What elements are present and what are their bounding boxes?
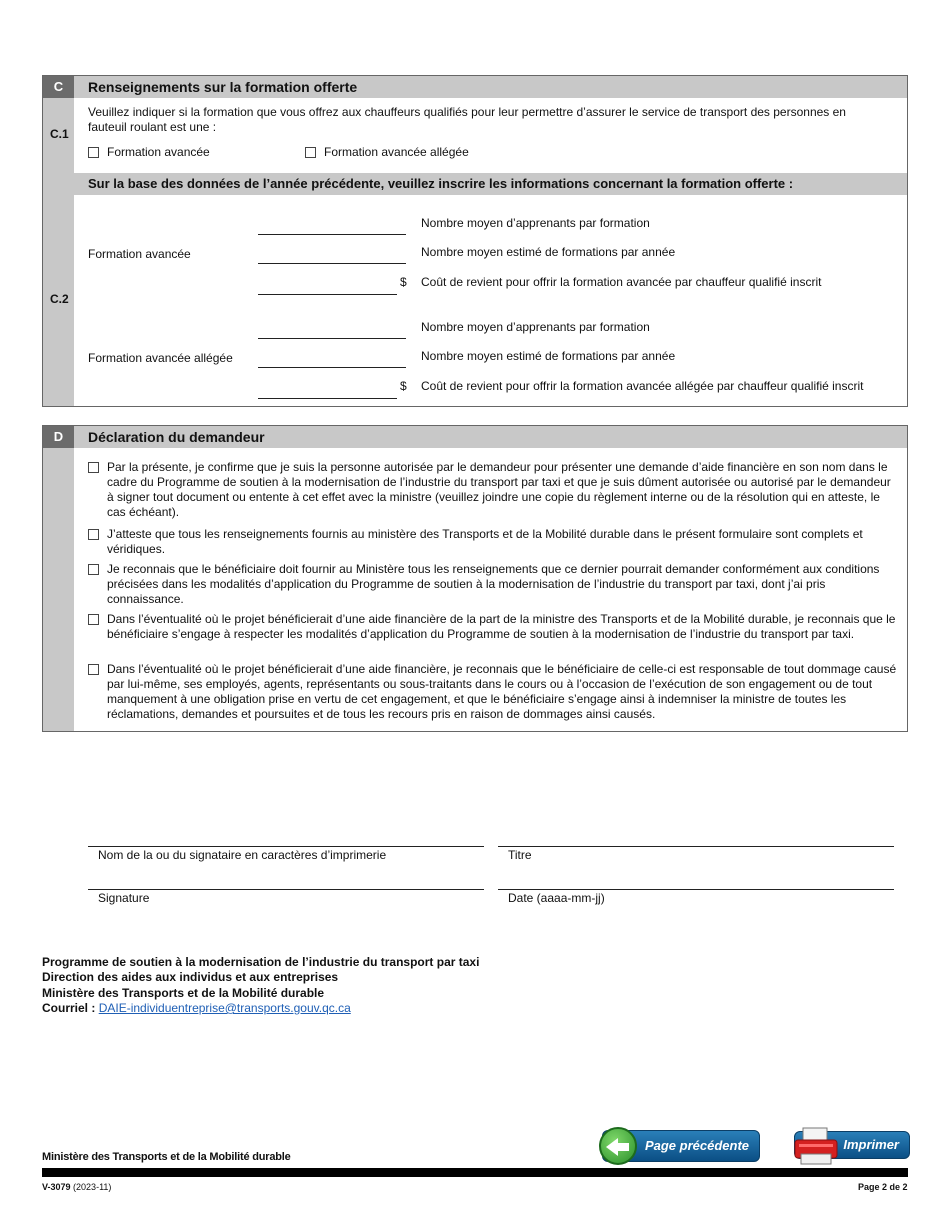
c1-option2-label: Formation avancée allégée — [324, 145, 469, 159]
contact-ministry: Ministère des Transports et de la Mobilité durable — [42, 986, 325, 1000]
date-field[interactable] — [498, 889, 894, 890]
c2-g1-currency: $ — [400, 275, 407, 289]
c2-header: Sur la base des données de l’année précédente, veuillez inscrire les informations concernant la formation offerte : — [74, 173, 907, 195]
contact-email-row — [42, 1001, 351, 1015]
date-label: Date (aaaa-mm-jj) — [508, 891, 605, 905]
declaration-checkbox-4[interactable] — [88, 614, 99, 625]
signatory-name-field[interactable] — [88, 846, 484, 847]
section-c-letter: C — [43, 76, 74, 98]
section-d-sidebar — [43, 448, 74, 731]
declaration-text-2: J’atteste que tous les renseignements fournis au ministère des Transports et de la Mobilité durable dans le présent formulaire sont complets et véridiques. — [107, 527, 863, 556]
contact-direction: Direction des aides aux individus et aux entreprises — [42, 970, 339, 984]
c2-g1-cout-field[interactable] — [258, 294, 397, 295]
declaration-checkbox-1[interactable] — [88, 462, 99, 473]
signature-field[interactable] — [88, 889, 484, 890]
c2-group2-name: Formation avancée allégée — [88, 351, 233, 365]
signature-label: Signature — [98, 891, 150, 905]
contact-email-label: Courriel : — [42, 1001, 96, 1015]
c2-g2-cout-field[interactable] — [258, 398, 397, 399]
previous-page-button[interactable] — [602, 1130, 760, 1162]
declaration-checkbox-5[interactable] — [88, 664, 99, 675]
title-label: Titre — [508, 848, 532, 862]
print-label: Imprimer — [843, 1137, 899, 1152]
c1-option1-label: Formation avancée — [107, 145, 210, 159]
c2-g2-currency: $ — [400, 379, 407, 393]
contact-email-link[interactable]: DAIE-individuentreprise@transports.gouv.qc.ca — [98, 1001, 351, 1015]
c2-g1-apprenants-field[interactable] — [258, 234, 406, 235]
c1-question: Veuillez indiquer si la formation que vous offrez aux chauffeurs qualifiés pour leur permettre d’assurer le service de transport des personnes en fauteuil roulant est une : — [88, 105, 846, 134]
footer-ministry: Ministère des Transports et de la Mobilité durable — [42, 1151, 291, 1163]
printer-icon — [793, 1126, 839, 1166]
title-field[interactable] — [498, 846, 894, 847]
c2-g2-row2-label: Nombre moyen estimé de formations par année — [421, 349, 676, 363]
declaration-text-5: Dans l’éventualité où le projet bénéficierait d’une aide financière, je reconnais que le bénéficiaire de celle-ci est responsable de tout dommage causé par lui-même, ses employés, agents, représentants ou sous-traitants dans le cours ou à l’occasion de l’exécution de son engagement ou de tout manquement à une obligation prise en vertu de cet engagement, et que le bénéficiaire s’engage ainsi à indemniser la ministre de toutes les réclamations, demandes et poursuites et de tous les recours pris en raison de dommages ainsi causés. — [107, 662, 897, 721]
previous-page-label: Page précédente — [644, 1138, 749, 1153]
c2-label: C.2 — [50, 292, 69, 306]
declaration-text-4: Dans l’éventualité où le projet bénéficierait d’une aide financière de la part de la ministre des Transports et de la Mobilité durable, je reconnais que le bénéficiaire s’engage à respecter les modalités d’application du Programme de soutien à la modernisation de l’industrie du transport par taxi. — [107, 612, 896, 641]
c2-g1-formations-field[interactable] — [258, 263, 406, 264]
form-code-row — [42, 1182, 111, 1192]
checkbox-formation-avancee[interactable] — [88, 147, 99, 158]
c2-g2-row3-label: Coût de revient pour offrir la formation avancée allégée par chauffeur qualifié inscrit — [421, 379, 864, 393]
declaration-checkbox-2[interactable] — [88, 529, 99, 540]
c2-g2-row1-label: Nombre moyen d’apprenants par formation — [421, 320, 650, 334]
declaration-text-3: Je reconnais que le bénéficiaire doit fournir au Ministère tous les renseignements que ce dernier pourrait demander conformément aux conditions précisées dans les modalités d’application du Programme de soutien à la modernisation de l’industrie du transport par taxi, dont j’ai pris connaissance. — [107, 562, 880, 606]
c2-g1-row1-label: Nombre moyen d’apprenants par formation — [421, 216, 650, 230]
c2-g1-row3-label: Coût de revient pour offrir la formation avancée par chauffeur qualifié inscrit — [421, 275, 822, 289]
section-d-letter: D — [43, 426, 74, 448]
declaration-checkbox-3[interactable] — [88, 564, 99, 575]
page-number: Page 2 de 2 — [858, 1182, 908, 1192]
signatory-name-label: Nom de la ou du signataire en caractères d’imprimerie — [98, 848, 387, 862]
section-d-title: Déclaration du demandeur — [74, 426, 907, 448]
back-arrow-icon — [599, 1127, 637, 1165]
c2-group1-name: Formation avancée — [88, 247, 191, 261]
c2-g2-formations-field[interactable] — [258, 367, 406, 368]
c2-g2-apprenants-field[interactable] — [258, 338, 406, 339]
print-button[interactable] — [794, 1131, 910, 1159]
form-date: (2023-11) — [73, 1182, 112, 1192]
footer-bar — [42, 1168, 908, 1177]
c1-label: C.1 — [50, 127, 69, 141]
declaration-text-1: Par la présente, je confirme que je suis la personne autorisée par le demandeur pour présenter une demande d’aide financière en son nom dans le cadre du Programme de soutien à la modernisation de l’industrie du transport par taxi et que je suis dûment autorisée ou autorisé par le demandeur à signer tout document ou entente à cet effet avec la ministre (veuillez joindre une copie du règlement interne ou de la résolution qui en atteste, le cas échéant). — [107, 460, 891, 519]
section-c-title: Renseignements sur la formation offerte — [74, 76, 907, 98]
section-c-sidebar — [43, 98, 74, 406]
contact-program: Programme de soutien à la modernisation de l’industrie du transport par taxi — [42, 955, 480, 969]
form-code: V-3079 — [42, 1182, 71, 1192]
c2-g1-row2-label: Nombre moyen estimé de formations par année — [421, 245, 676, 259]
checkbox-formation-avancee-allegee[interactable] — [305, 147, 316, 158]
